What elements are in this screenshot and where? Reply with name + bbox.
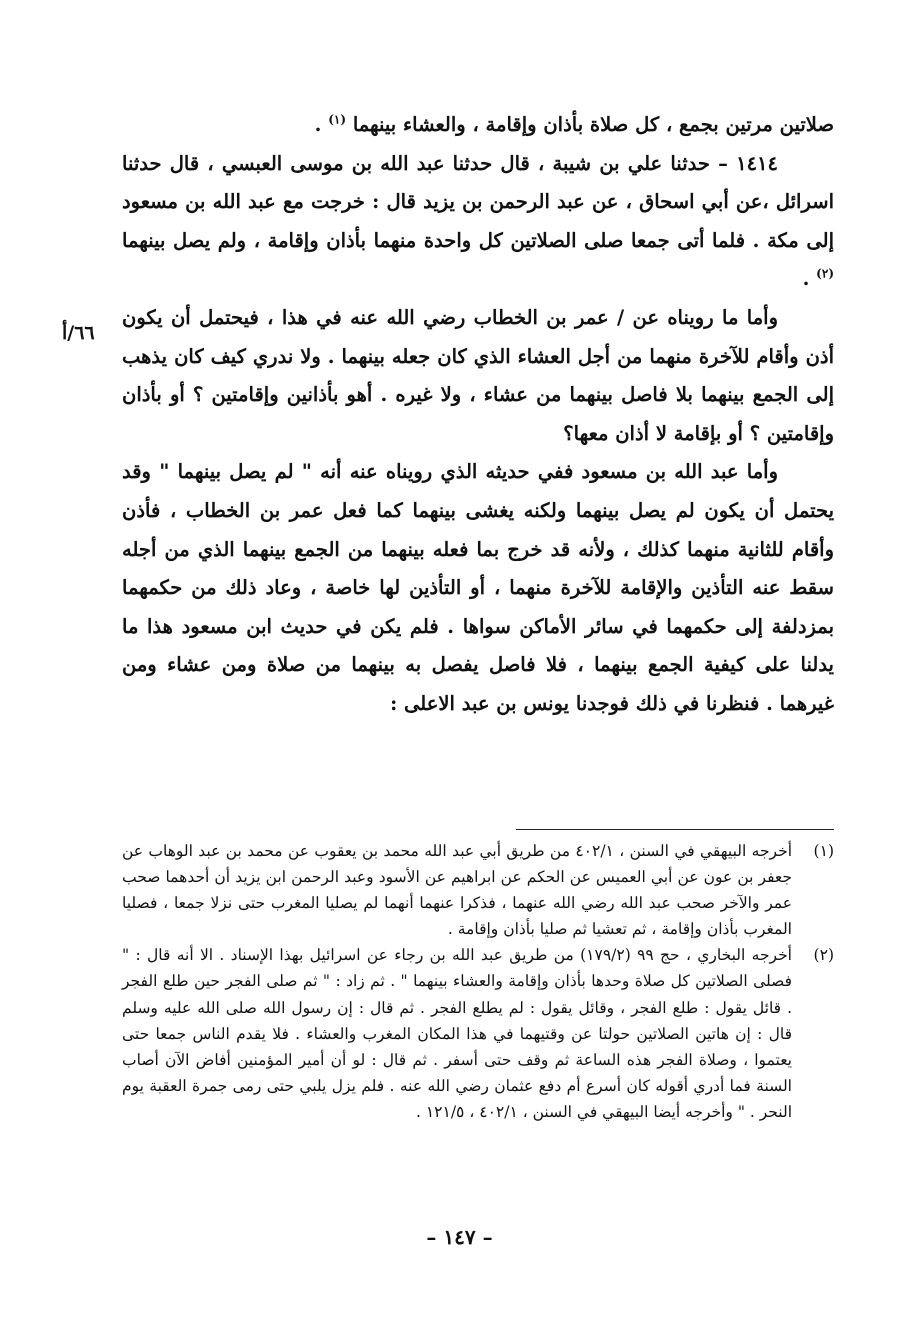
- footnotes: [122, 838, 834, 1125]
- footnote-ref-2: (٢): [816, 266, 834, 281]
- paragraph-1: صلاتين مرتين بجمع ، كل صلاة بأذان وإقامة ، والعشاء بينهما $^{(١)}$ .: [314, 112, 834, 136]
- footnote-2: [122, 942, 834, 1125]
- paragraph-ibn-masud: وأما عبد الله بن مسعود ففي حديثه الذي رويناه عنه أنه " لم يصل بينهما " وقد يحتمل أن يكون لم يصل بينهما ولكنه يغشى بينهما كما فعل عمر بن الخطاب ، فأذن وأقام للثانية منهما كذلك ، ولأنه قد خرج بما فعله بينهما من الجمع بينهما الذي من أجله سقط عنه التأذين والإقامة للآخرة منهما ، أو التأذين لها خاصة ، وعاد ذلك من حكمهما بمزدلفة إلى حكمهما في سائر الأماكن سواها . فلم يكن في حديث ابن مسعود هذا ما يدلنا على كيفية الجمع بينهما ، فلا فاصل يفصل به بينهما من صلاة ومن عشاء ومن غيرهما . فنظرنا في ذلك فوجدنا يونس بن عبد الاعلى :: [122, 460, 834, 715]
- page-number: – ١٤٧ –: [426, 1225, 493, 1249]
- footnote-ref-1: (١): [328, 112, 347, 127]
- footnote-number: (١): [813, 842, 834, 860]
- footnote-separator: [516, 829, 834, 830]
- paragraph-umar: وأما ما رويناه عن / عمر بن الخطاب رضي الله عنه في هذا ، فيحتمل أن يكون أذن وأقام للآخرة منهما من أجل العشاء الذي كان جعله بينهما . ولا ندري كيف كان يذهب إلى الجمع بينهما بلا فاصل بينهما من عشاء ، ولا غيره . أهو بأذانين وإقامتين ؟ أو بأذان وإقامتين ؟ أو بإقامة لا أذان معها؟: [122, 305, 834, 445]
- footnote-number: (٢): [813, 946, 834, 965]
- manuscript-folio-note: ٦٦/أ: [62, 322, 95, 344]
- footnote-1: [122, 838, 834, 942]
- hadith-1414: ١٤١٤ – حدثنا علي بن شيبة ، قال حدثنا عبد الله بن موسى العبسي ، قال حدثنا اسرائل ،عن أبي اسحاق ، عن عبد الرحمن بن يزيد قال : خرجت مع عبد الله بن مسعود إلى مكة . فلما أتى جمعا صلى الصلاتين كل واحدة منهما بأذان وإقامة ، ولم يصل بينهما $^{(٢)}$ .: [122, 151, 834, 291]
- footnote-text: أخرجه البخاري ، حج ٩٩ (١٧٩/٢) من طريق عبد الله بن رجاء عن اسرائيل بهذا الإسناد . الا أنه قال : " فصلى الصلاتين كل صلاة وحدها بأذان وإقامة والعشاء بينهما " . ثم زاد : " ثم صلى الفجر حين طلع الفجر . قائل يقول : طلع الفجر ، وقائل يقول : لم يطلع الفجر . ثم قال : إن رسول الله صلى الله عليه وسلم قال : إن هاتين الصلاتين حولتا عن وقتيهما في هذا المكان المغرب والعشاء . فلا يقدم الناس جمعا حتى يعتموا ، وصلاة الفجر هذه الساعة ثم وقف حتى أسفر . ثم قال : لو أن أمير المؤمنين أفاض الآن أصاب السنة فما أدري أقوله كان أسرع أم دفع عثمان رضي الله عنه . فلم يزل يلبي حتى رمى جمرة العقبة يوم النحر . " وأخرجه أيضا البيهقي في السنن ، ٤٠٢/١ ، ١٢١/٥ .: [122, 946, 792, 1121]
- footnote-text: أخرجه البيهقي في السنن ، ٤٠٢/١ من طريق أبي عبد الله محمد بن يعقوب عن محمد بن عبد الوهاب عن جعفر بن عون عن أبي العميس عن الحكم عن ابراهيم عن الأسود وعبد الرحمن ابن يزيد أن أحدهما صحب عمر والآخر صحب عبد الله رضي الله عنهما ، فذكرا عنهما أنهما لم يصليا المغرب حتى نزلا جمعا ، فصليا المغرب بأذان وإقامة ، ثم تعشيا ثم صليا بأذان وإقامة .: [122, 842, 792, 939]
- hadith-number: ١٤١٤: [736, 151, 778, 175]
- main-text: [122, 106, 834, 724]
